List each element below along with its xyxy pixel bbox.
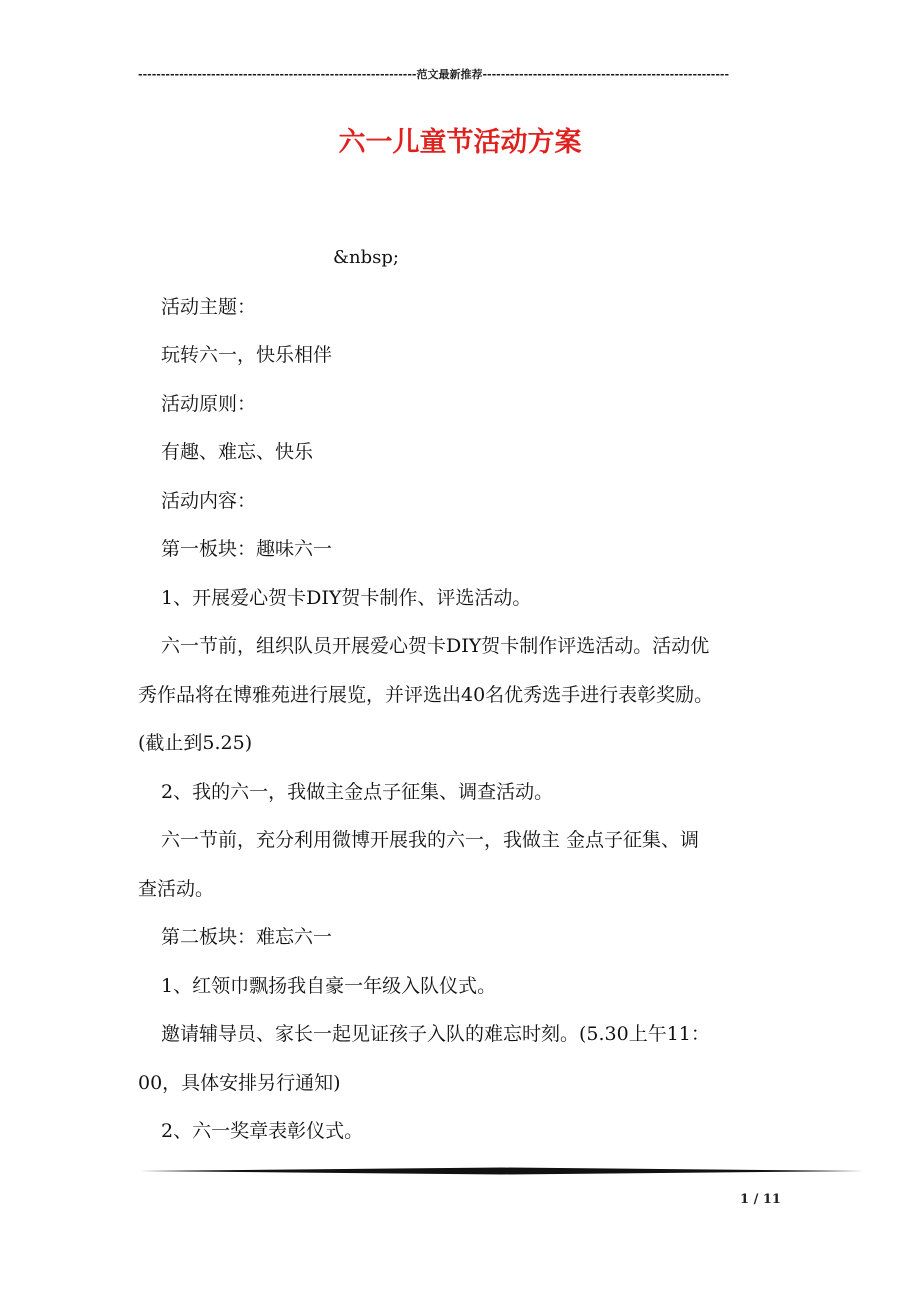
text-line: 六一节前，组织队员开展爱心贺卡DIY贺卡制作评选活动。活动优: [161, 635, 710, 657]
text-line: 有趣、难忘、快乐: [161, 441, 314, 463]
text-line: 00，具体安排另行通知): [138, 1071, 341, 1094]
text-line: 第二板块：难忘六一: [161, 926, 333, 948]
text-line: 活动内容：: [161, 489, 257, 512]
text-line: 六一节前，充分利用微博开展我的六一，我做主 金点子征集、调: [161, 829, 700, 851]
text-line: 活动原则：: [161, 392, 257, 415]
footer-divider: [140, 1164, 864, 1178]
text-line: 活动主题：: [161, 295, 257, 318]
page-header: -------------------------------------------------------------范文最新推荐------------------------------------------------------: [138, 68, 730, 81]
text-line: 1、红领巾飘扬我自豪一年级入队仪式。: [161, 974, 497, 997]
text-line: 第一板块：趣味六一: [161, 538, 333, 560]
text-line: 2、我的六一，我做主金点子征集、调查活动。: [161, 780, 554, 803]
text-line: 查活动。: [138, 877, 215, 900]
document-body: [138, 234, 786, 1156]
text-line: 玩转六一，快乐相伴: [161, 344, 333, 366]
text-line: 邀请辅导员、家长一起见证孩子入队的难忘时刻。(5.30上午11：: [161, 1023, 710, 1045]
text-line: 秀作品将在博雅苑进行展览，并评选出40名优秀选手进行表彰奖励。: [138, 683, 714, 706]
text-line: 2、六一奖章表彰仪式。: [161, 1120, 364, 1142]
text-line: 1、开展爱心贺卡DIY贺卡制作、评选活动。: [161, 586, 532, 609]
text-line: &nbsp;: [333, 247, 399, 268]
text-line: (截止到5.25): [138, 732, 253, 754]
document-title: 六一儿童节活动方案: [338, 127, 582, 158]
page-number: 1 / 11: [740, 1192, 781, 1207]
